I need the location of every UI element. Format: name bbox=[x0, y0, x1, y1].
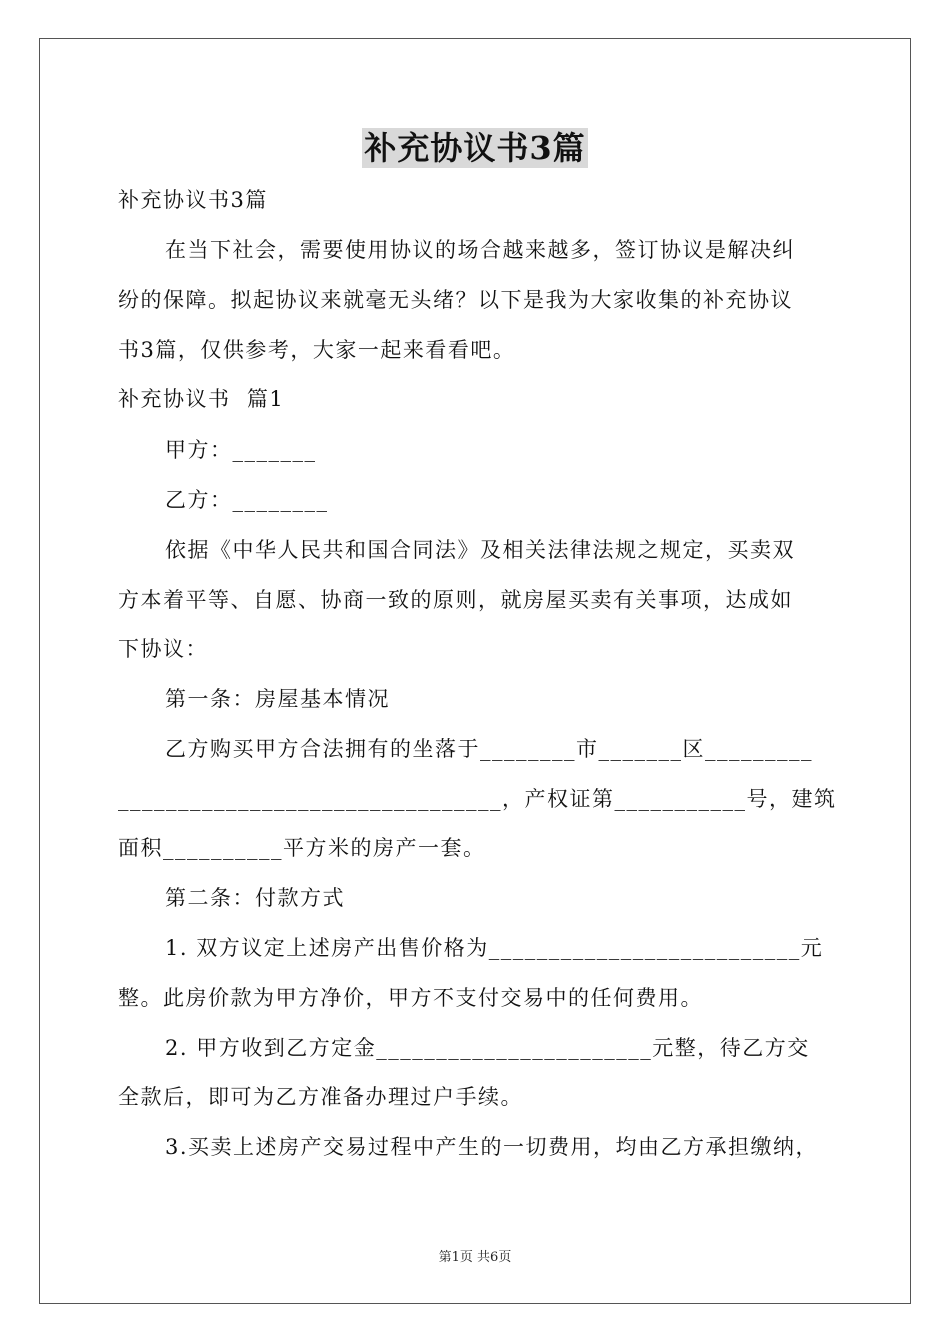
page-footer: 第1页 共6页 bbox=[438, 1250, 512, 1265]
paragraph-line: 3.买卖上述房产交易过程中产生的一切费用，均由乙方承担缴纳， bbox=[165, 1135, 819, 1159]
paragraph-line: 方本着平等、自愿、协商一致的原则，就房屋买卖有关事项，达成如 bbox=[118, 588, 793, 612]
paragraph-line: 依据《中华人民共和国合同法》及相关法律法规之规定，买卖双 bbox=[165, 538, 795, 562]
paragraph-line: 书3篇，仅供参考，大家一起来看看吧。 bbox=[118, 338, 516, 362]
party-a-line: 甲方：_______ bbox=[165, 438, 317, 462]
paragraph-line: 在当下社会，需要使用协议的场合越来越多，签订协议是解决纠 bbox=[165, 238, 795, 262]
paragraph-line: 整。此房价款为甲方净价，甲方不支付交易中的任何费用。 bbox=[118, 986, 703, 1010]
paragraph-line: 乙方购买甲方合法拥有的坐落于________市_______区_________ bbox=[165, 737, 813, 761]
article-heading: 第一条：房屋基本情况 bbox=[165, 687, 390, 711]
page-border bbox=[39, 38, 911, 1304]
document-title: 补充协议书3篇 bbox=[364, 129, 586, 167]
article-heading: 第二条：付款方式 bbox=[165, 886, 345, 910]
paragraph-line: 1. 双方议定上述房产出售价格为__________________________元 bbox=[165, 936, 824, 960]
paragraph-line: 面积__________平方米的房产一套。 bbox=[118, 836, 486, 860]
paragraph-line: 全款后，即可为乙方准备办理过户手续。 bbox=[118, 1085, 523, 1109]
party-b-line: 乙方：________ bbox=[165, 488, 329, 512]
paragraph-line: 下协议： bbox=[118, 637, 208, 661]
subtitle-line: 补充协议书3篇 bbox=[118, 188, 268, 212]
paragraph-line: 2. 甲方收到乙方定金_______________________元整，待乙方交 bbox=[165, 1036, 810, 1060]
paragraph-line: ________________________________，产权证第___________号，建筑 bbox=[118, 787, 837, 811]
paragraph-line: 纷的保障。拟起协议来就毫无头绪？以下是我为大家收集的补充协议 bbox=[118, 288, 793, 312]
title-container bbox=[0, 128, 950, 168]
section-heading: 补充协议书 篇1 bbox=[118, 387, 285, 411]
